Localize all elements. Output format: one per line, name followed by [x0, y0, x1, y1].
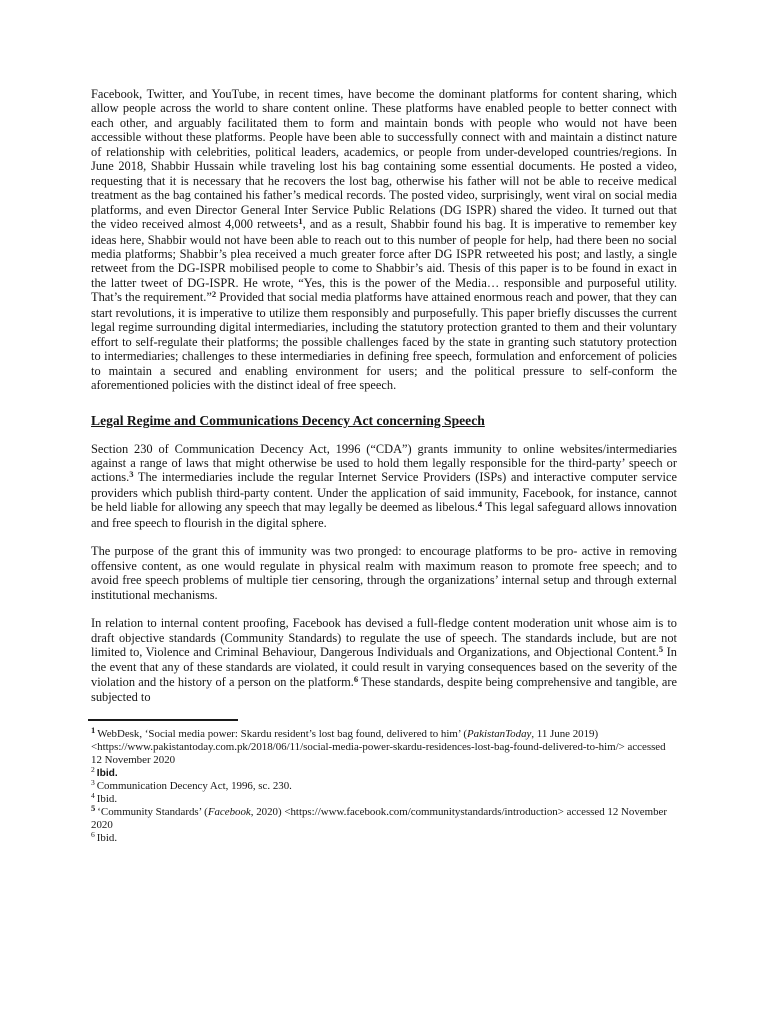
document-body: [91, 87, 677, 705]
text-run: In the event that any of these standards are violated, it could result in varying consequences based on the severity of the violation and the history of a person on the platform.: [91, 644, 677, 689]
footnote: [91, 767, 677, 780]
text-run: Communication Decency Act, 1996, sc. 230.: [96, 779, 292, 792]
text-run: These standards, despite being comprehensive and tangible, are subjected to: [91, 674, 677, 705]
text-run: This legal safeguard allows innovation and free speech to flourish in the digital sphere.: [91, 500, 677, 530]
footnote-marker: 2: [91, 765, 95, 775]
text-run: The intermediaries include the regular Internet Service Providers (ISPs) and interactive computer service providers which publish third-party content. Under the application of said immunity, Facebook, for instance, cannot be held liable for allowing any speech that may legally be deemed as libelous.: [91, 470, 677, 515]
text-run: Section 230 of Communication Decency Act, 1996 (“CDA”) grants immunity to online websites/intermediaries against a range of laws that might otherwise be used to hold them legally responsible for the third-party’ speech or actions.: [91, 441, 677, 485]
footnote: [91, 725, 677, 767]
text-run: Ibid.: [96, 767, 118, 779]
footnote: [91, 803, 677, 832]
text-run: In relation to internal content proofing, Facebook has devised a full-fledge content moderation unit whose aim is to draft objective standards (Community Standards) to regulate the use of speech. The standards include, but are not limited to, Violence and Criminal Behaviour, Dangerous Individuals and Organizations, and Objectional Content.: [91, 616, 677, 659]
text-run: WebDesk, ‘Social media power: Skardu resident’s lost bag found, delivered to him’ (: [97, 727, 468, 740]
text-run: The purpose of the grant this of immunity was two pronged: to encourage platforms to be pro- active in removing offensive content, as one would regulate in physical realm with maximum reason to promote free speech; and to avoid free speech problems of multiple tier censoring, through the organizations’ internal setup and through external institutional mechanisms.: [91, 544, 677, 602]
footnote-reference: 2: [211, 289, 217, 300]
footnote-marker: 6: [91, 830, 95, 840]
footnote-reference: 4: [477, 499, 483, 510]
paragraph: [91, 544, 677, 602]
text-run: , 2020) <https://www.facebook.com/communitystandards/introduction> accessed 12 November 2020: [91, 805, 668, 831]
text-run: , and as a result, Shabbir found his bag. It is imperative to remember key ideas here, Shabbir would not have been able to reach out to this number of people for help, had there been no social media platforms; Shabbir’s plea received a much greater force after DG ISPR retweeted his post; and lastly, a single retweet from the DG-ISPR mobilised people to come to Shabbir’s aid. Thesis of this paper is to be found in exact in the latter tweet of DG-ISPR. He wrote, “Yes, this is the power of the Media… responsible and purposeful utility. That’s the requirement.”: [91, 217, 677, 305]
footnote: [91, 832, 677, 845]
text-run: Ibid.: [96, 831, 118, 844]
footnote-reference: 1: [298, 216, 303, 227]
section-heading: Legal Regime and Communications Decency Act concerning Speech: [91, 412, 485, 428]
footnote-reference: 5: [658, 643, 664, 654]
text-run: Ibid.: [96, 792, 118, 805]
footnote-marker: 1: [91, 725, 96, 736]
text-run: , 11 June 2019) <https://www.pakistantoday.com.pk/2018/06/11/social-media-power-skardu-residences-lost-bag-found-delivered-to-him/> accessed 12 November 2020: [91, 727, 666, 766]
footnote-marker: 4: [91, 791, 95, 801]
footnote-marker: 5: [91, 803, 96, 814]
footnote-list: [91, 725, 677, 845]
footnote: [91, 793, 677, 806]
paragraph: [91, 616, 677, 705]
paragraph: [91, 442, 677, 531]
footnote-reference: 3: [129, 469, 134, 480]
footnote-reference: 6: [353, 673, 359, 684]
footnote-marker: 3: [91, 778, 95, 788]
footnote-separator: [88, 719, 238, 721]
text-run: Facebook, Twitter, and YouTube, in recent times, have become the dominant platforms for content sharing, which allow people across the world to share content online. These platforms have enabled people to better connect with each other, and arguably facilitated them to form and maintain bonds with people who would not have been accessible without these platforms. People have been able to successfully connect with and maintain a distinct nature of relationship with celebrities, political leaders, academics, or people from under-developed countries/regions. In June 2018, Shabbir Hussain while traveling lost his bag containing some essential documents. He posted a video, requesting that it is necessary that he recovers the lost bag, otherwise his father will not be able to receive medical treatment as the bag contained his father’s medical records. The posted video, surprisingly, went viral on social media platforms, and even Director General Inter Service Public Relations (DG ISPR) shared the video. It turned out that the video received almost 4,000 retweets: [91, 87, 677, 232]
italic-text: PakistanToday: [467, 727, 532, 740]
footnote: [91, 780, 677, 793]
text-run: Provided that social media platforms have attained enormous reach and power, that they can start revolutions, it is imperative to utilize them responsibly and purposefully. This paper briefly discusses the current legal regime surrounding digital intermediaries, including the statutory protection granted to them and their voluntary effort to self-regulate their platforms; the possible challenges faced by the state in granting such statutory protection to intermediaries; challenges to these intermediaries in defining free speech, formulation and enforcement of policies to maintain a secured and enabling environment for users; and the political pressure to self-conform the aforementioned policies with the distinct ideal of free speech.: [91, 290, 677, 393]
paragraph: [91, 87, 677, 393]
italic-text: Facebook: [207, 805, 251, 818]
text-run: ‘Community Standards’ (: [97, 805, 208, 818]
